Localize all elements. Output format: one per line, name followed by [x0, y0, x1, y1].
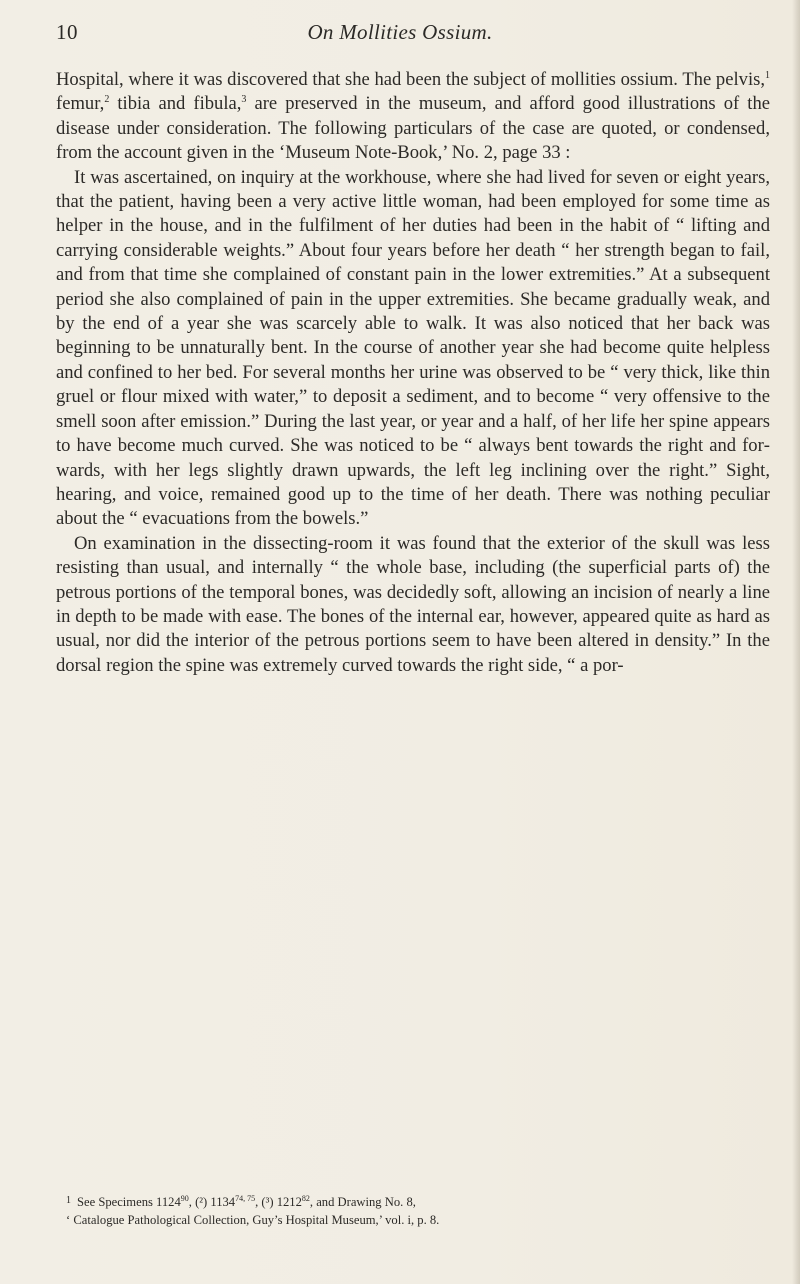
footnote-1-sup-a: 90 — [180, 1194, 189, 1203]
footnote-1-text-a: See Specimens 1124 — [77, 1195, 181, 1209]
footnote-ref-1: 1 — [765, 70, 770, 81]
paragraph-3: On examination in the dissecting-room it was found that the exterior of the skull was less resisting than usual, and internally “ the whole base, including (the superficial parts of) the petrous portions of the temporal bones, was decidedly soft, allowing an incision of nearly a line in depth to be made with ease. The bones of the internal ear, however, appeared quite as hard as usual, nor did the interior of the petrous portions seem to have been altered in density.” In the dorsal region the spine was extremely curved towards the right side, “ a por- — [56, 532, 770, 676]
page-number: 10 — [56, 20, 78, 44]
paragraph-1-text-c: tibia and fibula, — [109, 93, 242, 115]
running-title: On Mollities Ossium. — [307, 20, 493, 44]
footnote-ref-3: 3 — [241, 94, 247, 106]
paragraph-2: It was ascertained, on inquiry at the workhouse, where she had lived for seven or eight years, that the patient, having been a very active little woman, had been employed for some time as helper in the house, and in the fulfilment of her duties had been in the habit of “ lifting and carrying considerable weights.” About four years before her death “ her strength began to fail, and from that time she complained of constant pain in the lower extremities.” At a subsequent period she also complained of pain in the upper extremities. She became gradually weak, and by the end of a year she was scarcely able to walk. It was also noticed that her back was beginning to be unnaturally bent. In the course of another year she had become quite helpless and confined to her bed. For several months her urine was observed to be “ very thick, like thin gruel or flour mixed with water,” to deposit a sediment, and to become “ very offensive to the smell soon after emission.” During the last year, or year and a half, of her life her spine appears to have become much curved. She was noticed to be “ always bent towards the right and forwards, with her legs slightly drawn upwards, the left leg inclining over the right.” Sight, hearing, and voice, remained good up to the time of her death. There was nothing peculiar about the “ evacuations from the bowels.” — [56, 166, 770, 530]
footnote-1-text-b: , (²) 1134 — [188, 1195, 236, 1209]
page-edge-shadow — [792, 0, 800, 1284]
paragraph-1-text-a: Hospital, where it was discovered that she had been the subject of mollities ossium. The pelvis, — [56, 69, 765, 90]
paragraph-1-text-d: are preserved in the museum, and afford good illustrations of the disease under consideration. The following particulars of the case are quoted, or condensed, from the account given in the ‘Museum Note-Book,’ No. 2, page 33 : — [56, 93, 770, 164]
footnote-1 — [56, 1190, 772, 1211]
footnote-ref-2: 2 — [104, 94, 110, 106]
footnote-1-mark: 1 — [66, 1195, 71, 1206]
footnotes — [56, 1190, 772, 1229]
paragraph-1-text-b: femur, — [56, 93, 105, 115]
footnote-1-sup-c: 82 — [301, 1194, 310, 1203]
footnote-1-text-c: , (³) 1212 — [255, 1195, 302, 1209]
running-head — [0, 20, 800, 50]
body-text — [56, 68, 770, 678]
footnote-2: ‘ Catalogue Pathological Collection, Guy’s Hospital Museum,’ vol. i, p. 8. — [66, 1213, 440, 1227]
footnote-1-text-d: , and Drawing No. 8, — [309, 1195, 416, 1209]
footnote-1-sup-b: 74, 75 — [235, 1194, 256, 1203]
paragraph-1 — [56, 68, 770, 166]
